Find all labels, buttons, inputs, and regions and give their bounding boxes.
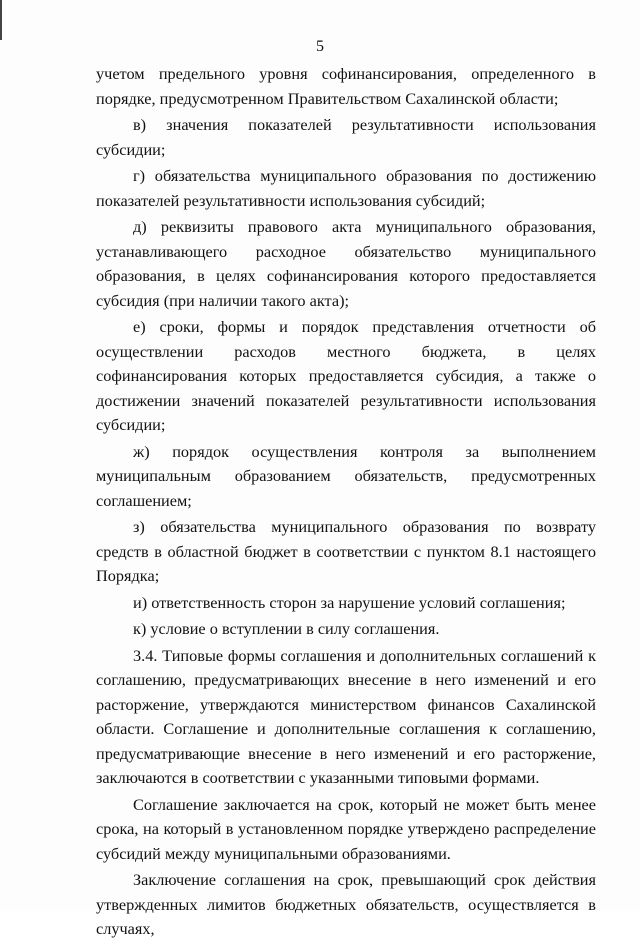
paragraph-item-g: г) обязательства муниципального образования по достижению показателей результативности использования субсидий; [96, 166, 596, 210]
paragraph-section-3-4: 3.4. Типовые формы соглашения и дополнительных соглашений к соглашению, предусматривающих внесение в него изменений и его расторжение, утверждаются министерством финансов Сахалинской области. Соглашение и дополнительные соглашения к соглашению, предусматривающие внесение в него изменений и его расторжение, заключаются в соответствии с указанными типовыми формами. [96, 645, 596, 787]
paragraph-item-k: к) условие о вступлении в силу соглашения. [133, 619, 440, 638]
paragraph-item-zh: ж) порядок осуществления контроля за выполнением муниципальным образованием обязательств, предусмотренных соглашением; [96, 441, 596, 510]
paragraph-item-v: в) значения показателей результативности использования субсидии; [96, 115, 596, 159]
paragraph-item-i: и) ответственность сторон за нарушение условий соглашения; [133, 592, 566, 612]
paragraph-item-d: д) реквизиты правового акта муниципального образования, устанавливающего расходное обязательство муниципального образования, в целях софинансирования которого предоставляется субсидия (при наличии такого акта); [96, 217, 596, 310]
paragraph-item-e: е) сроки, формы и порядок представления отчетности об осуществлении расходов местного бюджета, в целях софинансирования которых предоставляется субсидия, а также о достижении значений показателей результативности использования субсидии; [96, 317, 596, 434]
paragraph-item-z: з) обязательства муниципального образования по возврату средств в областной бюджет в соответствии с пунктом 8.1 настоящего Порядка; [96, 517, 596, 585]
scan-edge-mark [0, 0, 2, 40]
paragraph-continuation: учетом предельного уровня софинансирования, определенного в порядке, предусмотренном Правительством Сахалинской области; [96, 64, 596, 108]
page-number: 5 [316, 38, 324, 55]
document-body [96, 62, 596, 944]
paragraph-agreement-extension: Заключение соглашения на срок, превышающий срок действия утвержденных лимитов бюджетных обязательств, осуществляется в случаях, [96, 870, 596, 938]
paragraph-agreement-term: Соглашение заключается на срок, который не может быть менее срока, на который в установленном порядке утверждено распределение субсидий между муниципальными образованиями. [96, 794, 596, 863]
